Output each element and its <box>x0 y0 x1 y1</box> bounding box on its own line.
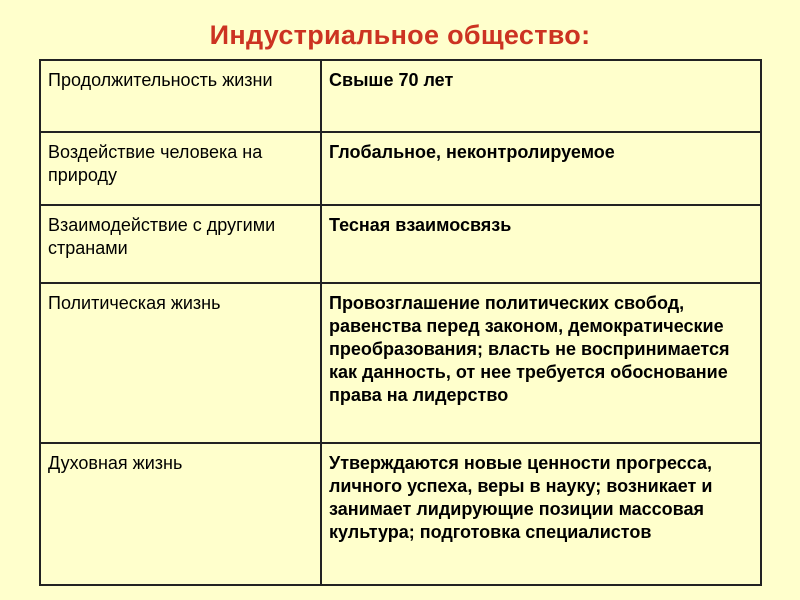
row-label: Духовная жизнь <box>40 443 321 585</box>
table-row <box>40 283 761 443</box>
row-value: Глобальное, неконтролируемое <box>321 132 761 205</box>
row-label: Взаимодействие с другими странами <box>40 205 321 283</box>
row-value: Тесная взаимосвязь <box>321 205 761 283</box>
table-row <box>40 132 761 205</box>
row-value: Провозглашение политических свобод, равенства перед законом, демократические преобразования; власть не воспринимается как данность, от нее требуется обоснование права на лидерство <box>321 283 761 443</box>
row-label: Воздействие человека на природу <box>40 132 321 205</box>
row-label: Продолжительность жизни <box>40 60 321 132</box>
table-row <box>40 205 761 283</box>
slide-title: Индустриальное общество: <box>209 20 591 50</box>
table-row <box>40 443 761 585</box>
row-value: Свыше 70 лет <box>321 60 761 132</box>
row-label: Политическая жизнь <box>40 283 321 443</box>
table-row <box>40 60 761 132</box>
comparison-table <box>39 59 762 586</box>
row-value: Утверждаются новые ценности прогресса, личного успеха, веры в науку; возникает и занимает лидирующие позиции массовая культура; подготовка специалистов <box>321 443 761 585</box>
